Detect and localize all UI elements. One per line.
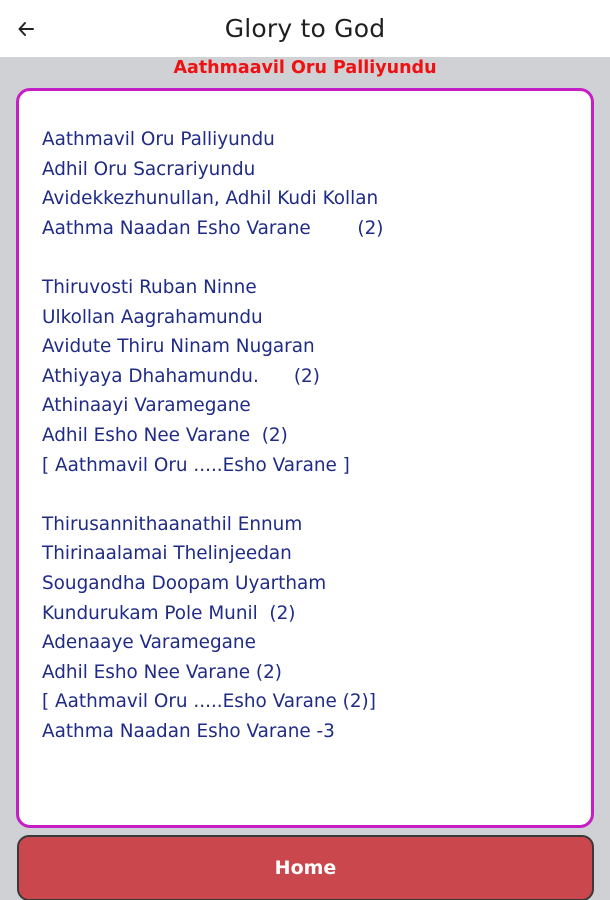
lyric-line: Aathma Naadan Esho Varane -3 <box>42 720 335 742</box>
lyric-line: Kundurukam Pole Munil (2) <box>42 602 296 624</box>
lyric-line: Thiruvosti Ruban Ninne <box>42 276 257 298</box>
lyric-line: Thirinaalamai Thelinjeedan <box>42 543 292 565</box>
lyric-line: Adhil Esho Nee Varane (2) <box>42 424 288 446</box>
lyric-line: Ulkollan Aagrahamundu <box>42 306 263 328</box>
lyric-line: [ Aathmavil Oru .....Esho Varane (2)] <box>42 691 376 713</box>
lyric-line: Aathmavil Oru Palliyundu <box>42 129 275 150</box>
lyric-line: Adhil Oru Sacrariyundu <box>42 158 256 180</box>
app-bar <box>0 0 610 57</box>
stanza-3 <box>42 510 591 747</box>
song-title: Aathmaavil Oru Palliyundu <box>173 58 437 78</box>
lyric-line: Sougandha Doopam Uyartham <box>42 572 327 594</box>
lyric-line: Athinaayi Varamegane <box>42 395 251 417</box>
lyric-line: Adenaaye Varamegane <box>42 632 256 654</box>
lyric-line: [ Aathmavil Oru .....Esho Varane ] <box>42 454 350 476</box>
lyric-line: Adhil Esho Nee Varane (2) <box>42 661 282 683</box>
stanza-1 <box>42 125 591 243</box>
lyric-line: Avidute Thiru Ninam Nugaran <box>42 336 315 358</box>
home-button-label: Home <box>274 857 337 879</box>
app-title: Glory to God <box>224 14 386 43</box>
lyric-line: Avidekkezhunullan, Adhil Kudi Kollan <box>42 188 379 210</box>
lyric-line: Thirusannithaanathil Ennum <box>42 513 303 535</box>
lyric-line: Aathma Naadan Esho Varane (2) <box>42 217 384 239</box>
home-button[interactable] <box>17 835 594 900</box>
lyrics-card <box>16 88 594 828</box>
back-button[interactable] <box>10 13 42 45</box>
arrow-left-icon[interactable] <box>16 19 36 39</box>
stanza-2 <box>42 273 591 480</box>
lyric-line: Athiyaya Dhahamundu. (2) <box>42 365 320 387</box>
